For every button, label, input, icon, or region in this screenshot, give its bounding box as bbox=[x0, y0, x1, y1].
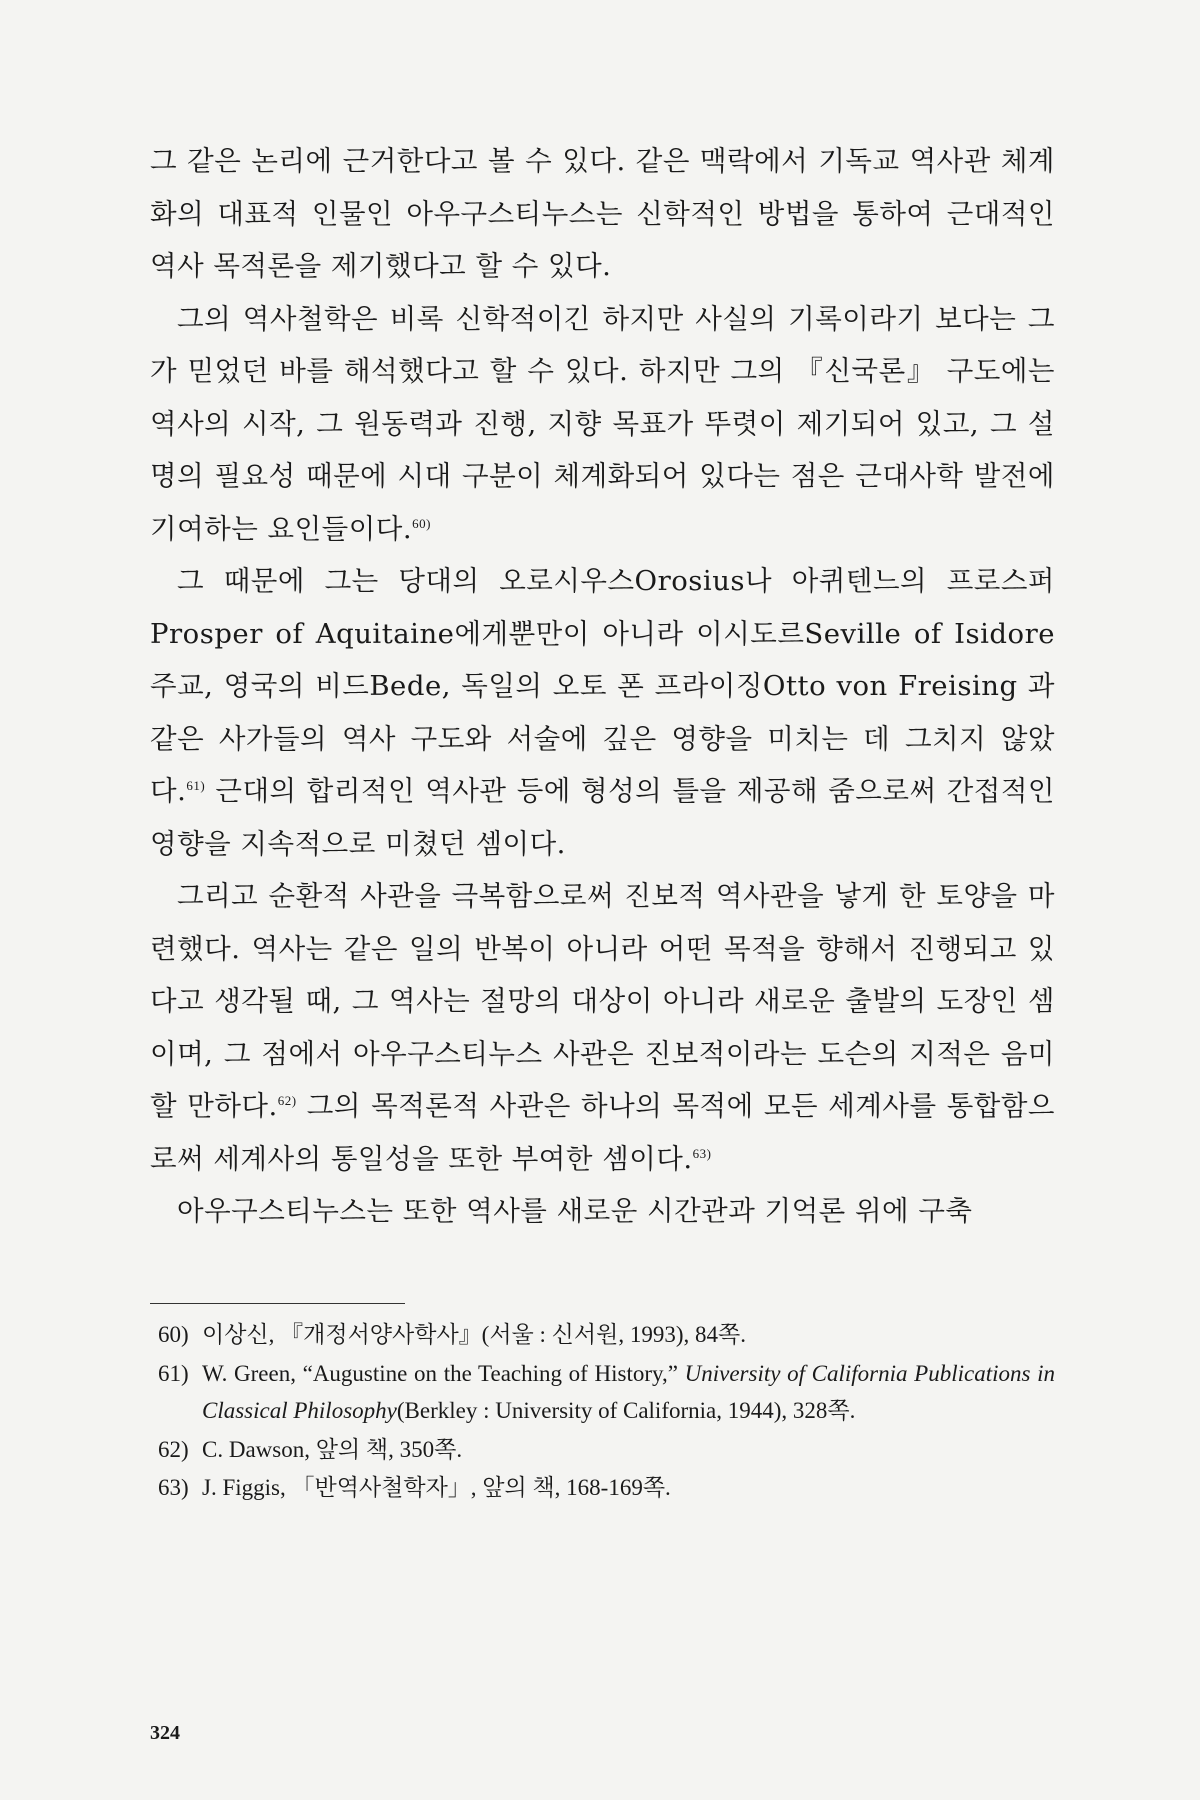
footnote-number: 61) bbox=[158, 1360, 189, 1386]
footnote-number: 62) bbox=[158, 1436, 189, 1462]
paragraph-text: 그리고 순환적 사관을 극복함으로써 진보적 역사관을 낳게 한 토양을 마련했다. 역사는 같은 일의 반복이 아니라 어떤 목적을 향해서 진행되고 있다고 생각될 때, 그 역사는 절망의 대상이 아니라 새로운 출발의 도장인 셈이며, 그 점에서 아우구스티누스 사관은 진보적이라는 도슨의 지적은 음미할 만하다. bbox=[150, 880, 1055, 1122]
footnote-text bbox=[202, 1431, 1055, 1469]
paragraph bbox=[150, 870, 1055, 1185]
footnote-item bbox=[150, 1431, 1055, 1469]
footnote-reference: 60) bbox=[412, 515, 431, 531]
paragraph-text: 그의 역사철학은 비록 신학적이긴 하지만 사실의 기록이라기 보다는 그가 믿었던 바를 해석했다고 할 수 있다. 하지만 그의 『신국론』 구도에는 역사의 시작, 그 원동력과 진행, 지향 목표가 뚜렷이 제기되어 있고, 그 설명의 필요성 때문에 시대 구분이 체계화되어 있다는 점은 근대사학 발전에 기여하는 요인들이다. bbox=[150, 302, 1055, 545]
footnote-text-part: C. Dawson, 앞의 책, 350쪽. bbox=[202, 1436, 463, 1462]
paragraph-text: 아우구스티누스는 또한 역사를 새로운 시간관과 기억론 위에 구축 bbox=[177, 1195, 973, 1227]
paragraph-text: 근대의 합리적인 역사관 등에 형성의 틀을 제공해 줌으로써 간접적인 영향을 지속적으로 미쳤던 셈이다. bbox=[150, 775, 1055, 860]
footnote-text bbox=[202, 1316, 1055, 1354]
footnote-text bbox=[202, 1355, 1055, 1430]
footnote-number: 60) bbox=[158, 1322, 189, 1347]
paragraph bbox=[150, 293, 1055, 556]
footnotes bbox=[150, 1316, 1055, 1508]
footnote-text-part: 이상신, 『개정서양사학사』(서울 : 신서원, 1993), 84쪽. bbox=[202, 1322, 746, 1347]
paragraph-text: 그 같은 논리에 근거한다고 볼 수 있다. 같은 맥락에서 기독교 역사관 체계화의 대표적 인물인 아우구스티누스는 신학적인 방법을 통하여 근대적인 역사 목적론을 제기했다고 할 수 있다. bbox=[150, 145, 1055, 282]
footnote-number: 63) bbox=[158, 1475, 189, 1500]
footnote-item bbox=[150, 1316, 1055, 1354]
paragraph-text: 그의 목적론적 사관은 하나의 목적에 모든 세계사를 통합함으로써 세계사의 통일성을 또한 부여한 셈이다. bbox=[150, 1090, 1055, 1175]
page-number: 324 bbox=[150, 1722, 180, 1744]
footnote-text bbox=[202, 1469, 1055, 1507]
paragraph-text: 그 때문에 그는 당대의 오로시우스Orosius나 아퀴텐느의 프로스퍼 Prosper of Aquitaine에게뿐만이 아니라 이시도르Seville of Isidore 주교, 영국의 비드Bede, 독일의 오토 폰 프라이징Otto von Freising 과 같은 사가들의 역사 구도와 서술에 깊은 영향을 미치는 데 그치지 않았다. bbox=[150, 565, 1055, 807]
paragraph bbox=[150, 135, 1055, 293]
footnote-separator bbox=[150, 1303, 405, 1304]
footnote-italic-title: University of California Publications in Classical Philosophy bbox=[202, 1360, 1055, 1423]
body-text bbox=[150, 135, 1055, 1238]
paragraph bbox=[150, 1185, 1055, 1238]
paragraph bbox=[150, 555, 1055, 870]
footnote-reference: 63) bbox=[692, 1145, 712, 1161]
footnote-text-part: J. Figgis, 「반역사철학자」, 앞의 책, 168-169쪽. bbox=[202, 1475, 671, 1500]
footnote-text-part: W. Green, “Augustine on the Teaching of History,” bbox=[202, 1360, 685, 1386]
footnote-reference: 61) bbox=[186, 777, 206, 793]
footnote-reference: 62) bbox=[277, 1092, 297, 1108]
footnote-item bbox=[150, 1355, 1055, 1430]
footnote-text-part: (Berkley : University of California, 1944), 328쪽. bbox=[396, 1398, 856, 1423]
footnote-item bbox=[150, 1469, 1055, 1507]
